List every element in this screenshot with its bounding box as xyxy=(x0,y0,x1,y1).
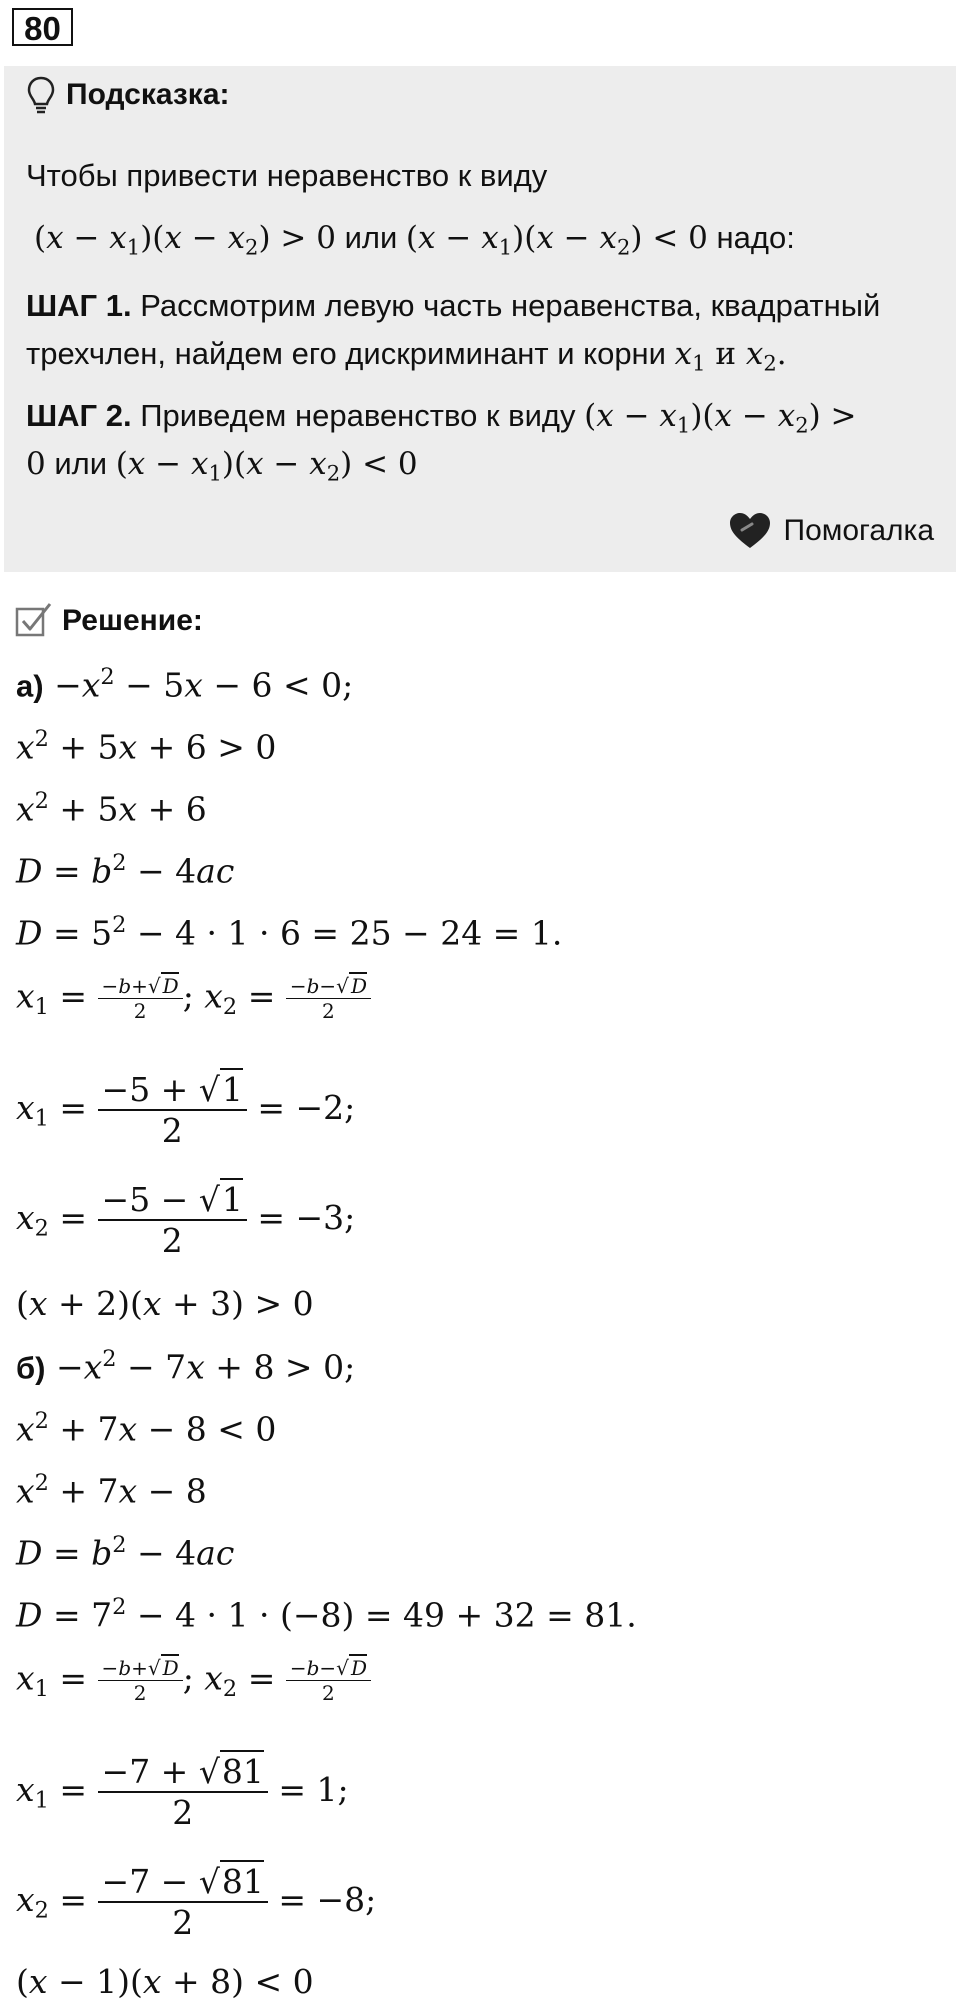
step2-line1: ШАГ 2. Приведем неравенство к виду $(x - x_1)(x - x_2)$ > xyxy=(26,398,857,438)
hint-header xyxy=(26,70,230,120)
part-a-factored: (x + 2)(x + 3) > 0 xyxy=(16,1284,314,1323)
step1-text: Рассмотрим левую часть неравенства, квадратный xyxy=(131,288,881,323)
step1-line1 xyxy=(26,288,880,324)
part-a-roots-formula: $x_1$ = $\frac{-b+√ D}{2}$ ; $x_2$ = $\frac{-b-√ D}{2}$ xyxy=(16,974,371,1023)
solution-title: Решение: xyxy=(62,604,203,637)
part-b-x1: $x_1$ = $\frac{-7 + √81}{2}$ = 1; xyxy=(16,1752,349,1832)
heart-icon xyxy=(728,512,772,550)
step1-text2: трехчлен, найдем его дискриминант и корни xyxy=(26,336,675,371)
or-word: или xyxy=(335,220,406,255)
part-b-label: б) xyxy=(16,1350,46,1386)
part-a-line2: $x^2 + 5x + 6 > 0$ xyxy=(16,726,277,767)
part-a-x2: $x_2$ = $\frac{-5 - √1}{2}$ = −3; xyxy=(16,1180,356,1260)
step2-line2: 0 или $(x - x_1)(x - x_2) < 0$ xyxy=(26,446,418,486)
lightbulb-icon xyxy=(26,75,56,115)
part-b-factored: (x − 1)(x + 8) < 0 xyxy=(16,1962,314,2001)
part-b-x2: $x_2$ = $\frac{-7 - √81}{2}$ = −8; xyxy=(16,1862,377,1942)
need-word: надо: xyxy=(707,220,795,255)
part-b-line5: $D = 7^2 - 4 \cdot 1 \cdot (-8) = 49 + 32 = 81$. xyxy=(16,1594,637,1635)
part-a-line5: $D = 5^2 - 4 \cdot 1 \cdot 6 = 25 - 24 = 1$. xyxy=(16,912,563,953)
step2-text: Приведем неравенство к виду xyxy=(131,398,585,433)
helper-link[interactable] xyxy=(728,506,935,556)
part-a-line3: $x^2 + 5x + 6$ xyxy=(16,788,207,829)
step2-label: ШАГ 2. xyxy=(26,398,132,433)
part-b-roots-formula: $x_1$ = $\frac{-b+√ D}{2}$ ; $x_2$ = $\frac{-b-√ D}{2}$ xyxy=(16,1656,371,1705)
hint-title: Подсказка: xyxy=(66,78,230,111)
solution-header xyxy=(14,596,203,646)
part-b-line2: $x^2 + 7x - 8 < 0$ xyxy=(16,1408,277,1449)
or-word-2: или xyxy=(45,446,116,481)
and-word: и xyxy=(705,336,746,372)
part-b-line4: $D = b^2 - 4ac$ xyxy=(16,1532,235,1573)
part-a-line4: $D = b^2 - 4ac$ xyxy=(16,850,235,891)
step1-label: ШАГ 1. xyxy=(26,288,132,323)
hint-form-line: $(x - x_1)(x - x_2) > 0$ или $(x - x_1)(x - x_2) < 0$ надо: xyxy=(34,220,795,260)
step1-line2: трехчлен, найдем его дискриминант и корни $x_1$ и $x_2$. xyxy=(26,336,787,376)
part-a-label: а) xyxy=(16,668,44,704)
hint-intro: Чтобы привести неравенство к виду xyxy=(26,158,548,193)
task-number: 80 xyxy=(12,8,73,46)
part-a-x1: $x_1$ = $\frac{-5 + √1}{2}$ = −2; xyxy=(16,1070,356,1150)
part-a-line1: $а) -x^2 - 5x - 6 < 0$; xyxy=(16,664,354,705)
helper-label: Помогалка xyxy=(783,514,934,547)
checkbox-icon xyxy=(14,601,54,641)
part-b-line1: $б) -x^2 - 7x + 8 > 0$; xyxy=(16,1346,356,1387)
part-b-line3: $x^2 + 7x - 8$ xyxy=(16,1470,207,1511)
